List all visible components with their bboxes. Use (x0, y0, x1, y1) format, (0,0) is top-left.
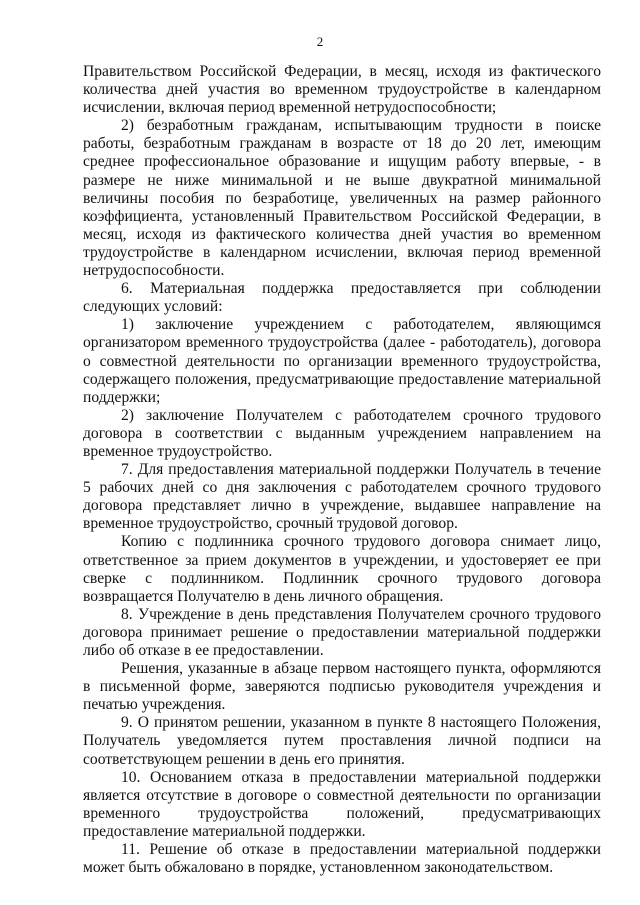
paragraph-copy-contract: Копию с подлинника срочного трудового договора снимает лицо, ответственное за прием документов в учреждении, и удостоверяет ее при сверке с подлинником. Подлинник срочного трудового договора возвращается Получателю в день личного обращения. (83, 533, 601, 605)
page-number: 2 (316, 34, 324, 49)
paragraph-decisions-form: Решения, указанные в абзаце первом настоящего пункта, оформляются в письменной форме, заверяются подписью руководителя учреждения и печатью учреждения. (83, 660, 601, 714)
paragraph-condition-2: 2) заключение Получателем с работодателем срочного трудового договора в соответствии с выданным учреждением направлением на временное трудоустройство. (83, 406, 601, 460)
paragraph-clause-9: 9. О принятом решении, указанном в пункте 8 настоящего Положения, Получатель уведомляется путем проставления личной подписи на соответствующем решении в день его принятия. (83, 714, 601, 768)
paragraph-item-2-unemployed: 2) безработным гражданам, испытывающим трудности в поиске работы, безработным гражданам в возрасте от 18 до 20 лет, имеющим среднее профессиональное образование и ищущим работу впервые, - в размере не ниже минимальной и не выше двукратной минимальной величины пособия по безработице, увеличенных на размер районного коэффициента, установленный Правительством Российской Федерации, в месяц, исходя из фактического количества дней участия во временном трудоустройстве в календарном исчислении, включая период временной нетрудоспособности. (83, 117, 601, 280)
paragraph-clause-7: 7. Для предоставления материальной поддержки Получатель в течение 5 рабочих дней со дня заключения с работодателем срочного трудового договора представляет лично в учреждение, выдавшее направление на временное трудоустройство, срочный трудовой договор. (83, 461, 601, 533)
document-body (83, 63, 601, 877)
paragraph-clause-8: 8. Учреждение в день представления Получателем срочного трудового договора принимает решение о предоставлении материальной поддержки либо об отказе в ее предоставлении. (83, 605, 601, 659)
paragraph-clause-6: 6. Материальная поддержка предоставляется при соблюдении следующих условий: (83, 280, 601, 316)
paragraph-continuation: Правительством Российской Федерации, в месяц, исходя из фактического количества дней участия во временном трудоустройстве в календарном исчислении, включая период временной нетрудоспособности; (83, 63, 601, 117)
paragraph-condition-1: 1) заключение учреждением с работодателем, являющимся организатором временного трудоустройства (далее - работодатель), договора о совместной деятельности по организации временного трудоустройства, содержащего положения, предусматривающие предоставление материальной поддержки; (83, 316, 601, 406)
paragraph-clause-10: 10. Основанием отказа в предоставлении материальной поддержки является отсутствие в договоре о совместной деятельности по организации временного трудоустройства положений, предусматривающих предоставление материальной поддержки. (83, 768, 601, 840)
paragraph-clause-11: 11. Решение об отказе в предоставлении материальной поддержки может быть обжаловано в порядке, установленном законодательством. (83, 841, 601, 877)
